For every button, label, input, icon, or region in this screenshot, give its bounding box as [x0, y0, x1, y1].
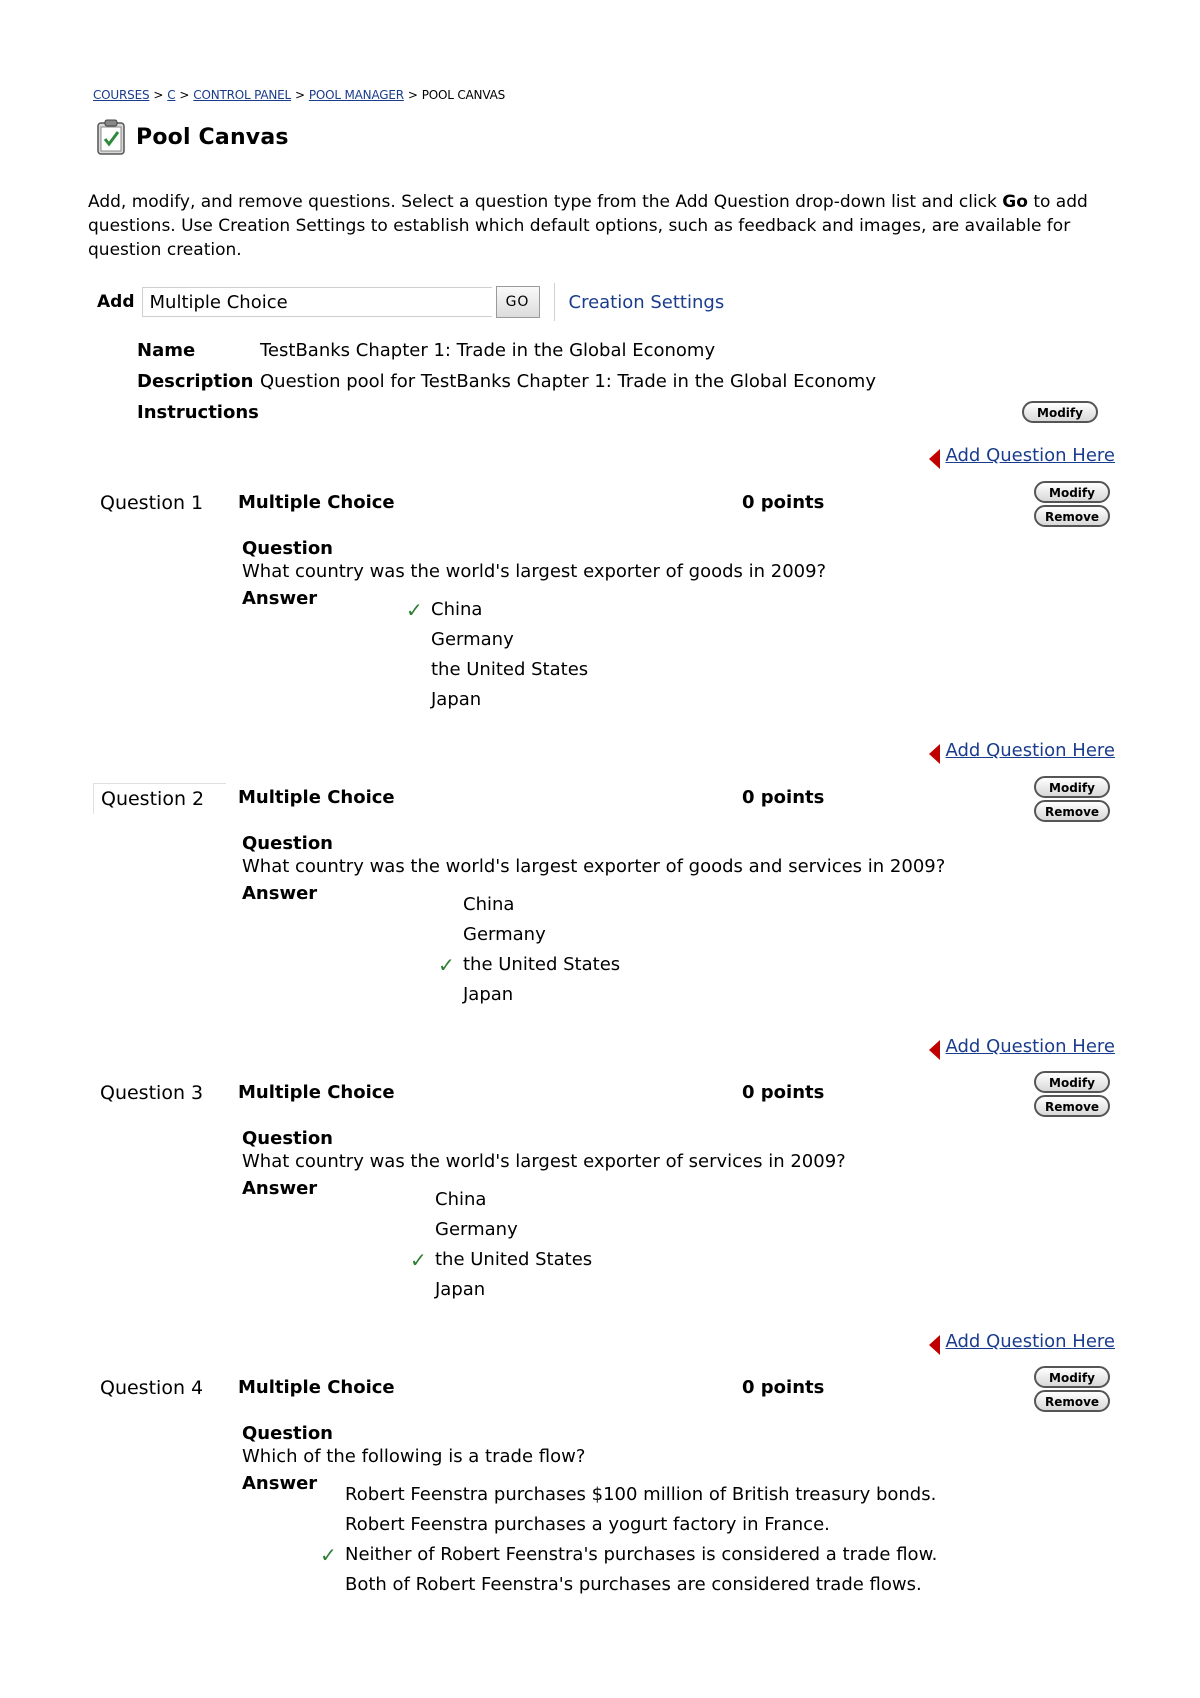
answer-option — [438, 950, 621, 980]
answer-option — [345, 1570, 937, 1600]
answer-text: Germany — [431, 629, 514, 650]
pool-description-label: Description — [137, 371, 254, 392]
add-question-here-label: Add Question Here — [945, 444, 1115, 466]
remove-question-button[interactable]: Remove — [1034, 1390, 1110, 1412]
intro-part-1: Add, modify, and remove questions. Select a question type from the Add Question drop-down list and click — [88, 192, 1003, 212]
answer-text: Robert Feenstra purchases $100 million of British treasury bonds. — [345, 1484, 937, 1505]
pool-description: Question pool for TestBanks Chapter 1: Trade in the Global Economy — [260, 371, 876, 392]
question-block — [0, 783, 1200, 1043]
add-question-here-label: Add Question Here — [945, 1330, 1115, 1352]
add-question-bar — [97, 283, 724, 321]
modify-question-button[interactable]: Modify — [1034, 776, 1110, 798]
answer-option — [406, 595, 588, 625]
answer-text: Japan — [463, 984, 514, 1005]
answer-label: Answer — [242, 883, 318, 904]
breadcrumb-courses[interactable]: COURSES — [93, 88, 150, 102]
pool-description-row — [137, 366, 876, 397]
breadcrumb-control-panel[interactable]: CONTROL PANEL — [193, 88, 292, 102]
answer-label: Answer — [242, 588, 318, 609]
modify-question-button[interactable]: Modify — [1034, 1071, 1110, 1093]
pool-name: TestBanks Chapter 1: Trade in the Global Economy — [260, 340, 716, 361]
answer-option — [463, 980, 620, 1010]
check-icon: ✓ — [320, 1543, 337, 1567]
question-number: Question 1 — [100, 492, 204, 514]
modify-question-button[interactable]: Modify — [1034, 481, 1110, 503]
question-number: Question 4 — [100, 1377, 204, 1399]
answer-option — [431, 685, 588, 715]
add-question-here-label: Add Question Here — [945, 739, 1115, 761]
question-text: What country was the world's largest exporter of services in 2009? — [242, 1151, 846, 1172]
answer-list — [410, 1185, 593, 1305]
question-label: Question — [242, 833, 333, 854]
answer-option — [435, 1275, 592, 1305]
pool-info — [137, 335, 876, 428]
answer-option — [320, 1540, 938, 1570]
answer-text: Robert Feenstra purchases a yogurt factory in France. — [345, 1514, 830, 1535]
question-type-select[interactable]: Multiple Choice — [142, 287, 492, 317]
answer-option — [463, 920, 620, 950]
pool-name-row — [137, 335, 876, 366]
question-number: Question 2 — [93, 783, 226, 814]
intro-text — [88, 190, 1118, 262]
answer-text: Germany — [463, 924, 546, 945]
pool-instructions-label: Instructions — [137, 402, 259, 423]
triangle-left-icon — [929, 1335, 940, 1355]
answer-option — [435, 1185, 592, 1215]
answer-option — [435, 1215, 592, 1245]
breadcrumb-separator: > — [153, 88, 164, 102]
clipboard-check-icon — [96, 118, 126, 156]
creation-settings-link[interactable]: Creation Settings — [568, 291, 725, 313]
triangle-left-icon — [929, 1040, 940, 1060]
add-label: Add — [97, 292, 135, 312]
answer-label: Answer — [242, 1473, 318, 1494]
answer-text: Both of Robert Feenstra's purchases are considered trade flows. — [345, 1574, 922, 1595]
answer-list — [438, 890, 621, 1010]
question-number: Question 3 — [100, 1082, 204, 1104]
page-title — [96, 118, 289, 156]
triangle-left-icon — [929, 449, 940, 469]
breadcrumb-c[interactable]: C — [167, 88, 176, 102]
answer-text: China — [463, 894, 515, 915]
check-icon: ✓ — [438, 953, 455, 977]
question-label: Question — [242, 1128, 333, 1149]
question-type: Multiple Choice — [238, 492, 395, 513]
answer-text: the United States — [463, 954, 621, 975]
intro-go: Go — [1002, 192, 1028, 212]
question-type: Multiple Choice — [238, 1082, 395, 1103]
intro-part-2: to add questions. Use Creation Settings to establish which default options, such as feedback and images, are available for question creation. — [88, 192, 1088, 260]
add-question-here-label: Add Question Here — [945, 1035, 1115, 1057]
question-points: 0 points — [742, 1082, 825, 1103]
answer-label: Answer — [242, 1178, 318, 1199]
modify-question-button[interactable]: Modify — [1034, 1366, 1110, 1388]
answer-list — [320, 1480, 938, 1600]
question-text: What country was the world's largest exporter of goods and services in 2009? — [242, 856, 946, 877]
add-question-here-link[interactable] — [929, 441, 1116, 469]
check-icon: ✓ — [410, 1248, 427, 1272]
question-text: What country was the world's largest exporter of goods in 2009? — [242, 561, 827, 582]
question-label: Question — [242, 538, 333, 559]
remove-question-button[interactable]: Remove — [1034, 505, 1110, 527]
question-type: Multiple Choice — [238, 1377, 395, 1398]
modify-pool-button[interactable]: Modify — [1022, 401, 1098, 423]
breadcrumb-separator: > — [295, 88, 305, 102]
question-points: 0 points — [742, 492, 825, 513]
check-icon: ✓ — [406, 598, 423, 622]
remove-question-button[interactable]: Remove — [1034, 800, 1110, 822]
breadcrumb-separator: > — [179, 88, 190, 102]
answer-text: Japan — [435, 1279, 486, 1300]
question-points: 0 points — [742, 1377, 825, 1398]
answer-list — [406, 595, 589, 715]
breadcrumb-current: POOL CANVAS — [421, 88, 505, 102]
pool-instructions-row — [137, 397, 876, 428]
answer-text: China — [435, 1189, 487, 1210]
answer-option — [431, 655, 588, 685]
answer-text: Germany — [435, 1219, 518, 1240]
breadcrumb-pool-manager[interactable]: POOL MANAGER — [308, 88, 404, 102]
answer-text: China — [431, 599, 483, 620]
answer-text: the United States — [431, 659, 589, 680]
answer-option — [410, 1245, 593, 1275]
question-text: Which of the following is a trade flow? — [242, 1446, 586, 1467]
answer-text: Japan — [431, 689, 482, 710]
question-label: Question — [242, 1423, 333, 1444]
page-title-text: Pool Canvas — [136, 124, 289, 150]
answer-text: the United States — [435, 1249, 593, 1270]
remove-question-button[interactable]: Remove — [1034, 1095, 1110, 1117]
question-type: Multiple Choice — [238, 787, 395, 808]
answer-option — [431, 625, 588, 655]
answer-text: Neither of Robert Feenstra's purchases is considered a trade flow. — [345, 1544, 938, 1565]
answer-option — [463, 890, 620, 920]
question-block — [0, 1078, 1200, 1338]
divider — [554, 283, 555, 321]
breadcrumb — [93, 88, 505, 102]
question-block — [0, 1373, 1200, 1633]
pool-name-label: Name — [137, 340, 196, 361]
question-points: 0 points — [742, 787, 825, 808]
go-button[interactable]: GO — [496, 286, 540, 318]
answer-option — [345, 1480, 937, 1510]
answer-option — [345, 1510, 937, 1540]
question-block — [0, 488, 1200, 748]
breadcrumb-separator: > — [407, 88, 418, 102]
